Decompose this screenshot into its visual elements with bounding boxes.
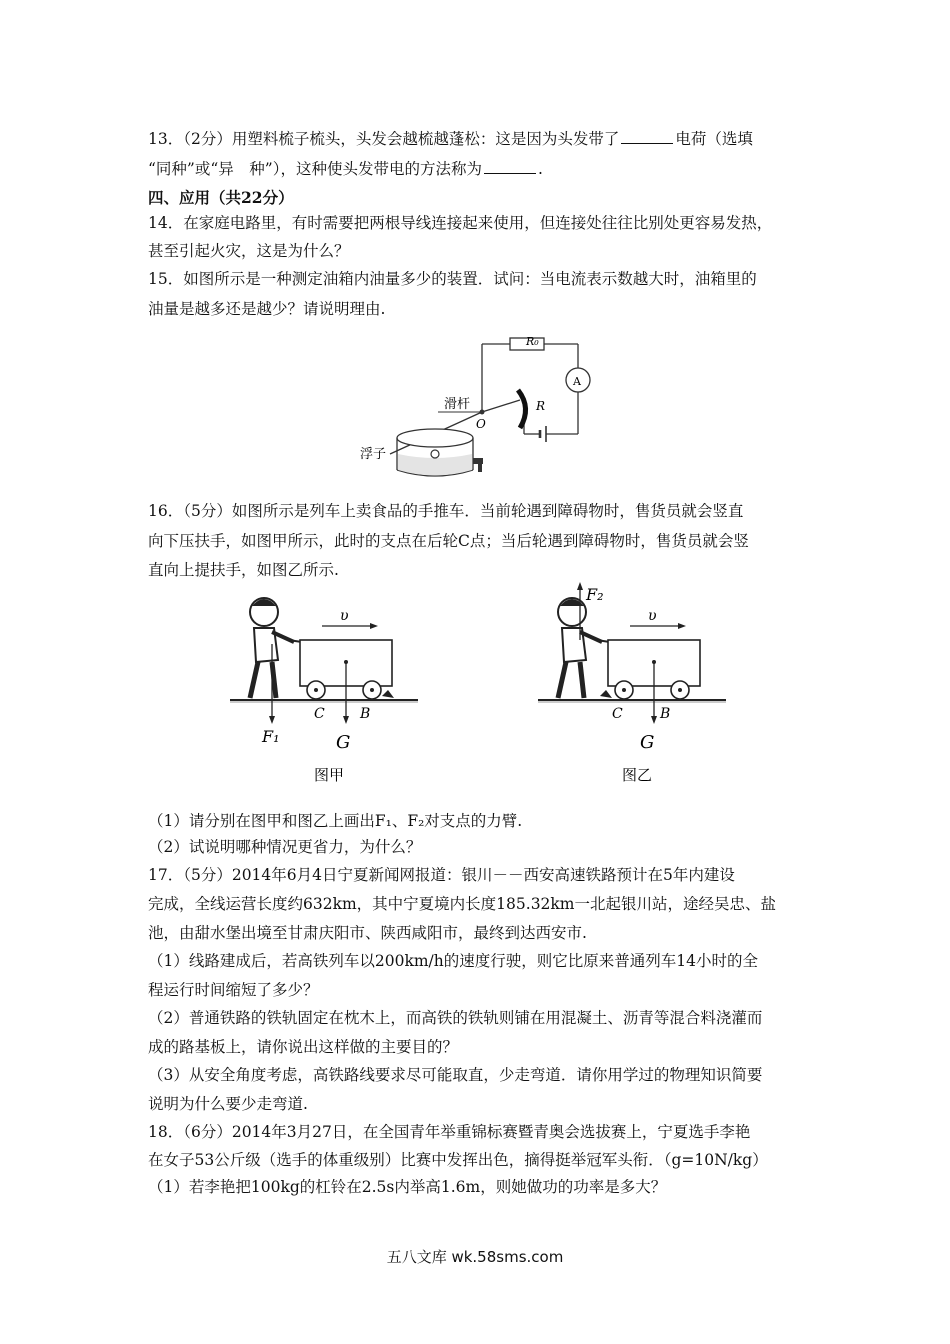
float-label: 浮子 <box>360 447 387 462</box>
resistor-label: R <box>536 399 546 413</box>
variable-resistor <box>518 390 526 428</box>
q17-sub2b: 成的路基板上，请你说出这样做的主要目的？ <box>148 1038 459 1056</box>
cart-figure-b <box>530 578 730 788</box>
q17-sub3a: （3）从安全角度考虑，高铁路线要求尽可能取直，少走弯道．请你用学过的物理知识简要 <box>148 1066 763 1084</box>
q17-sub3b: 说明为什么要少走弯道. <box>148 1095 308 1113</box>
q17-sub1b: 程运行时间缩短了多少？ <box>148 981 319 999</box>
q16-line2: 向下压扶手，如图甲所示，此时的支点在后轮C点；当后轮遇到障碍物时，售货员就会竖 <box>148 532 749 550</box>
pivot-b-label: B <box>360 706 371 722</box>
q16-sub1: （1）请分别在图甲和图乙上画出F₁、F₂对支点的力臂. <box>148 812 523 830</box>
q16-line1: 16．（5分）如图所示是列车上卖食品的手推车．当前轮遇到障碍物时，售货员就会竖直 <box>148 502 744 520</box>
pivot-b-label: B <box>660 706 671 722</box>
section-heading: 四、应用（共22分） <box>148 188 294 207</box>
velocity-label: υ <box>340 608 349 624</box>
q13-line1: 13．（2分）用塑料梳子梳头，头发会越梳越蓬松：这是因为头发带了 电荷（选填 <box>148 124 808 154</box>
page-footer: 五八文库 wk.58sms.com <box>386 1248 564 1266</box>
q18-line1: 18．（6分）2014年3月27日，在全国青年举重锦标赛暨青奥会选拔赛上，宁夏选手李艳 <box>148 1123 751 1141</box>
q17-line3: 池，由甜水堡出境至甘肃庆阳市、陕西咸阳市，最终到达西安市. <box>148 924 587 942</box>
pivot-c-label: C <box>612 706 623 722</box>
ammeter-label: A <box>573 375 581 388</box>
lever-label: 滑杆 <box>444 397 471 412</box>
q16-line3: 直向上提扶手，如图乙所示. <box>148 561 339 579</box>
cart-figure-a <box>222 590 422 790</box>
figure-caption: 图乙 <box>622 766 653 784</box>
answer-blank[interactable] <box>484 157 536 174</box>
q18-sub1: （1）若李艳把100kg的杠铃在2.5s内举高1.6m，则她做功的功率是多大？ <box>148 1178 667 1196</box>
pivot-c-label: C <box>314 706 325 722</box>
q17-sub2a: （2）普通铁路的铁轨固定在枕木上，而高铁的铁轨则铺在用混凝土、沥青等混合料浇灌而 <box>148 1009 763 1027</box>
answer-blank[interactable] <box>621 127 673 144</box>
q15-line2: 油量是越多还是越少？请说明理由. <box>148 300 386 318</box>
q14-line2: 甚至引起火灾，这是为什么？ <box>148 242 350 260</box>
q16-sub2: （2）试说明哪种情况更省力，为什么？ <box>148 838 422 856</box>
q17-sub1a: （1）线路建成后，若高铁列车以200km/h的速度行驶，则它比原来普通列车14小时的全 <box>148 952 758 970</box>
q14-line1: 14．在家庭电路里，有时需要把两根导线连接起来使用，但连接处往往比别处更容易发热， <box>148 214 773 232</box>
gravity-label: G <box>640 732 655 753</box>
q13-line2: “同种”或“异 种”），这种使头发带电的方法称为 . <box>148 154 808 184</box>
r0-label: R₀ <box>526 335 539 348</box>
gravity-label: G <box>336 732 351 753</box>
force-f1-label: F₁ <box>262 727 280 746</box>
q15-line1: 15．如图所示是一种测定油箱内油量多少的装置．试问：当电流表示数越大时，油箱里的 <box>148 270 757 288</box>
q17-line2: 完成，全线运营长度约632km，其中宁夏境内长度185.32km一北起银川站，途经吴忠、盐 <box>148 895 777 913</box>
pivot-label: O <box>476 417 486 431</box>
oil-gauge-figure <box>360 330 620 490</box>
force-f2-label: F₂ <box>586 585 604 604</box>
float-icon <box>431 450 439 458</box>
figure-caption: 图甲 <box>314 766 345 784</box>
q17-line1: 17．（5分）2014年6月4日宁夏新闻网报道：银川－－西安高速铁路预计在5年内建设 <box>148 866 735 884</box>
velocity-label: υ <box>648 608 657 624</box>
q18-line2: 在女子53公斤级（选手的体重级别）比赛中发挥出色，摘得挺举冠军头衔．（g=10N/kg） <box>148 1151 768 1169</box>
